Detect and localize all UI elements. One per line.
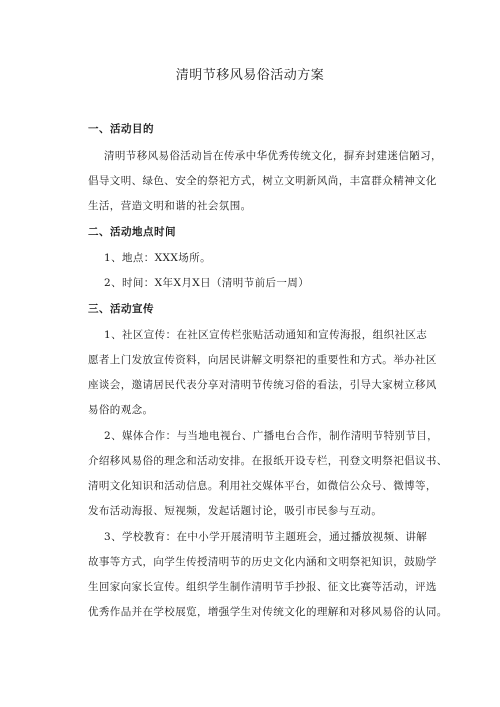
media-line-3: 清明文化知识和活动信息。利用社交媒体平台，如微信公众号、微博等，	[88, 480, 437, 492]
section-heading-location-time: 二、活动地点时间	[88, 226, 176, 238]
location-line: 1、地点：XXX场所。	[104, 252, 212, 264]
community-line-1: 1、社区宣传：在社区宣传栏张贴活动通知和宣传海报，组织社区志	[104, 329, 428, 341]
school-line-1: 3、学校教育：在中小学开展清明节主题班会，通过播放视频、讲解	[104, 531, 428, 543]
document-title: 清明节移风易俗活动方案	[175, 68, 325, 83]
purpose-line-3: 生活，营造文明和谐的社会氛围。	[88, 200, 252, 212]
media-line-1: 2、媒体合作：与当地电视台、广播电台合作，制作清明节特别节目，	[104, 430, 439, 442]
community-line-2: 愿者上门发放宣传资料，向居民讲解文明祭祀的重要性和方式。举办社区	[88, 354, 437, 366]
section-heading-publicity: 三、活动宣传	[88, 303, 154, 315]
school-line-2: 故事等方式，向学生传授清明节的历史文化内涵和文明祭祀知识，鼓励学	[88, 556, 437, 568]
media-line-4: 发布活动海报、短视频，发起话题讨论，吸引市民参与互动。	[88, 505, 383, 517]
media-line-2: 介绍移风易俗的理念和活动安排。在报纸开设专栏，刊登文明祭祀倡议书、	[88, 455, 448, 467]
school-line-3: 生回家向家长宣传。组织学生制作清明节手抄报、征文比赛等活动，评选	[88, 581, 437, 593]
community-line-4: 易俗的观念。	[88, 404, 154, 416]
purpose-line-2: 倡导文明、绿色、安全的祭祀方式，树立文明新风尚，丰富群众精神文化	[88, 175, 437, 187]
section-heading-purpose: 一、活动目的	[88, 123, 154, 135]
time-line: 2、时间：X年X月X日（清明节前后一周）	[104, 277, 310, 289]
purpose-line-1: 清明节移风易俗活动旨在传承中华优秀传统文化，摒弃封建迷信陋习，	[104, 150, 442, 162]
community-line-3: 座谈会，邀请居民代表分享对清明节传统习俗的看法，引导大家树立移风	[88, 379, 437, 391]
school-line-4: 优秀作品并在学校展览，增强学生对传统文化的理解和对移风易俗的认同。	[88, 606, 448, 618]
